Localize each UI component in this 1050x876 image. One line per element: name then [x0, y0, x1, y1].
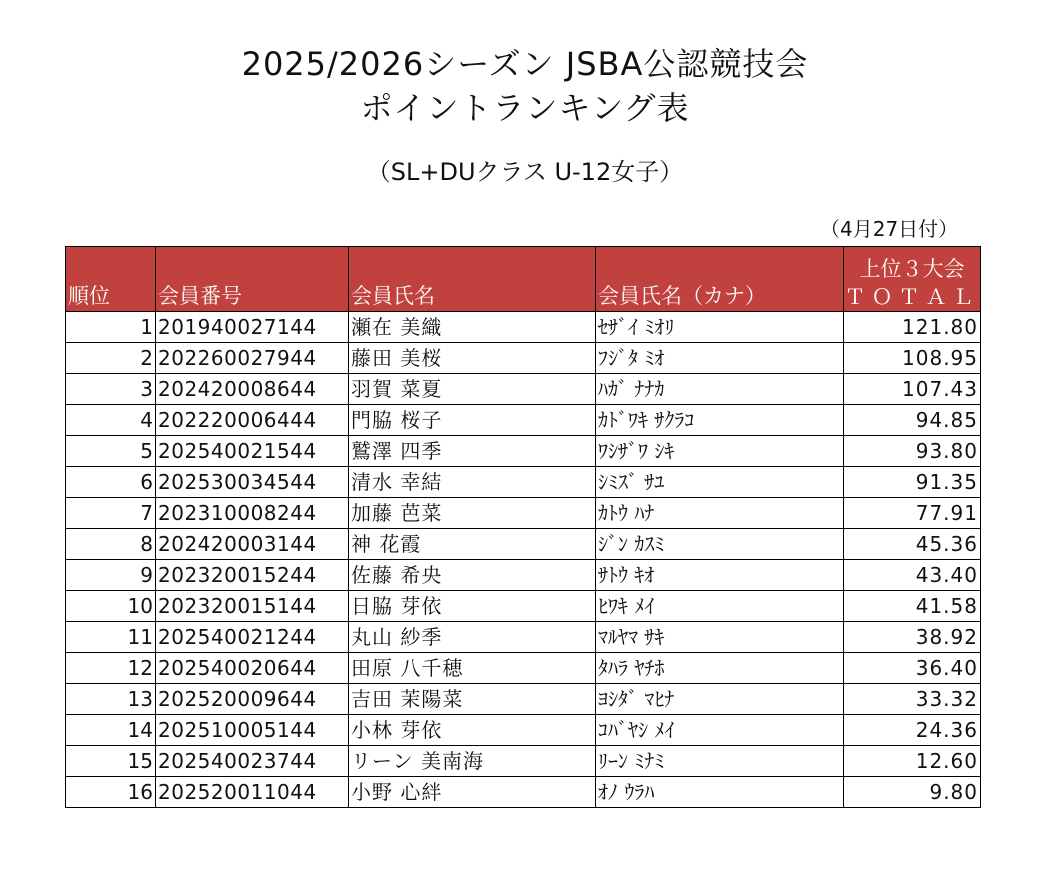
cell-kana: ﾏﾙﾔﾏ ｻｷ	[596, 622, 844, 653]
cell-total: 12.60	[844, 746, 981, 777]
table-row	[66, 467, 981, 498]
cell-name: 鷲澤 四季	[349, 436, 596, 467]
table-row	[66, 405, 981, 436]
column-header-kana: 会員氏名（カナ）	[596, 247, 844, 312]
cell-kana: ﾋﾜｷ ﾒｲ	[596, 591, 844, 622]
cell-total: 93.80	[844, 436, 981, 467]
table-row	[66, 498, 981, 529]
cell-rank: 9	[66, 560, 156, 591]
cell-kana: ﾘｰﾝ ﾐﾅﾐ	[596, 746, 844, 777]
cell-member-no: 202540021244	[156, 622, 349, 653]
cell-kana: ｶﾄｳ ﾊﾅ	[596, 498, 844, 529]
cell-name: リーン 美南海	[349, 746, 596, 777]
table-row	[66, 436, 981, 467]
cell-name: 瀬在 美織	[349, 312, 596, 343]
column-header-total-line1: 上位３大会	[859, 257, 965, 281]
table-row	[66, 777, 981, 808]
table-row	[66, 622, 981, 653]
cell-rank: 13	[66, 684, 156, 715]
table-header-row	[66, 247, 981, 312]
cell-member-no: 202310008244	[156, 498, 349, 529]
table-row	[66, 560, 981, 591]
cell-member-no: 202320015244	[156, 560, 349, 591]
cell-total: 91.35	[844, 467, 981, 498]
cell-rank: 1	[66, 312, 156, 343]
cell-total: 77.91	[844, 498, 981, 529]
cell-member-no: 201940027144	[156, 312, 349, 343]
cell-rank: 3	[66, 374, 156, 405]
table-row	[66, 374, 981, 405]
cell-name: 羽賀 菜夏	[349, 374, 596, 405]
cell-name: 藤田 美桜	[349, 343, 596, 374]
cell-name: 小野 心絆	[349, 777, 596, 808]
table-row	[66, 529, 981, 560]
cell-total: 94.85	[844, 405, 981, 436]
cell-name: 加藤 芭菜	[349, 498, 596, 529]
cell-kana: ﾜｼｻﾞﾜ ｼｷ	[596, 436, 844, 467]
cell-rank: 16	[66, 777, 156, 808]
table-row	[66, 684, 981, 715]
cell-member-no: 202420003144	[156, 529, 349, 560]
table-row	[66, 715, 981, 746]
cell-total: 38.92	[844, 622, 981, 653]
cell-name: 神 花霞	[349, 529, 596, 560]
cell-rank: 7	[66, 498, 156, 529]
cell-kana: ﾖｼﾀﾞ ﾏﾋﾅ	[596, 684, 844, 715]
cell-total: 121.80	[844, 312, 981, 343]
cell-rank: 15	[66, 746, 156, 777]
cell-total: 24.36	[844, 715, 981, 746]
cell-name: 小林 芽依	[349, 715, 596, 746]
cell-total: 36.40	[844, 653, 981, 684]
cell-name: 田原 八千穂	[349, 653, 596, 684]
cell-total: 33.32	[844, 684, 981, 715]
cell-total: 41.58	[844, 591, 981, 622]
cell-rank: 11	[66, 622, 156, 653]
cell-rank: 5	[66, 436, 156, 467]
cell-kana: ｺﾊﾞﾔｼ ﾒｲ	[596, 715, 844, 746]
cell-member-no: 202520011044	[156, 777, 349, 808]
cell-kana: ｻﾄｳ ｷｵ	[596, 560, 844, 591]
table-row	[66, 312, 981, 343]
cell-name: 日脇 芽依	[349, 591, 596, 622]
as-of-date: （4月27日付）	[820, 217, 959, 241]
cell-total: 45.36	[844, 529, 981, 560]
cell-rank: 6	[66, 467, 156, 498]
cell-member-no: 202530034544	[156, 467, 349, 498]
cell-total: 107.43	[844, 374, 981, 405]
page-title: 2025/2026シーズン JSBA公認競技会	[241, 45, 809, 83]
cell-rank: 12	[66, 653, 156, 684]
cell-member-no: 202260027944	[156, 343, 349, 374]
cell-member-no: 202420008644	[156, 374, 349, 405]
table-row	[66, 746, 981, 777]
table-row	[66, 343, 981, 374]
cell-name: 丸山 紗季	[349, 622, 596, 653]
cell-rank: 8	[66, 529, 156, 560]
column-header-name: 会員氏名	[349, 247, 596, 312]
cell-kana: ｵﾉ ｳﾗﾊ	[596, 777, 844, 808]
class-subtitle: （SL+DUクラス U-12女子）	[366, 158, 684, 186]
cell-kana: ﾌｼﾞﾀ ﾐｵ	[596, 343, 844, 374]
cell-rank: 4	[66, 405, 156, 436]
cell-name: 吉田 茉陽菜	[349, 684, 596, 715]
cell-member-no: 202540020644	[156, 653, 349, 684]
cell-total: 9.80	[844, 777, 981, 808]
cell-total: 108.95	[844, 343, 981, 374]
cell-member-no: 202540023744	[156, 746, 349, 777]
cell-kana: ﾊｶﾞ ﾅﾅｶ	[596, 374, 844, 405]
cell-member-no: 202510005144	[156, 715, 349, 746]
table-row	[66, 653, 981, 684]
cell-rank: 10	[66, 591, 156, 622]
cell-rank: 2	[66, 343, 156, 374]
cell-member-no: 202220006444	[156, 405, 349, 436]
cell-name: 門脇 桜子	[349, 405, 596, 436]
page-title-line2: ポイントランキング表	[360, 89, 690, 127]
column-header-rank: 順位	[66, 247, 156, 312]
cell-kana: ｶﾄﾞﾜｷ ｻｸﾗｺ	[596, 405, 844, 436]
cell-kana: ﾀﾊﾗ ﾔﾁﾎ	[596, 653, 844, 684]
cell-total: 43.40	[844, 560, 981, 591]
table-row	[66, 591, 981, 622]
cell-name: 清水 幸結	[349, 467, 596, 498]
cell-rank: 14	[66, 715, 156, 746]
column-header-member-no: 会員番号	[156, 247, 349, 312]
cell-kana: ｾｻﾞｲ ﾐｵﾘ	[596, 312, 844, 343]
cell-member-no: 202520009644	[156, 684, 349, 715]
cell-member-no: 202540021544	[156, 436, 349, 467]
cell-name: 佐藤 希央	[349, 560, 596, 591]
ranking-table	[65, 246, 981, 808]
column-header-total	[844, 247, 981, 312]
cell-kana: ｼﾐｽﾞ ｻﾕ	[596, 467, 844, 498]
column-header-total-line2: ＴＯＴＡＬ	[844, 285, 980, 309]
cell-member-no: 202320015144	[156, 591, 349, 622]
cell-kana: ｼﾞﾝ ｶｽﾐ	[596, 529, 844, 560]
